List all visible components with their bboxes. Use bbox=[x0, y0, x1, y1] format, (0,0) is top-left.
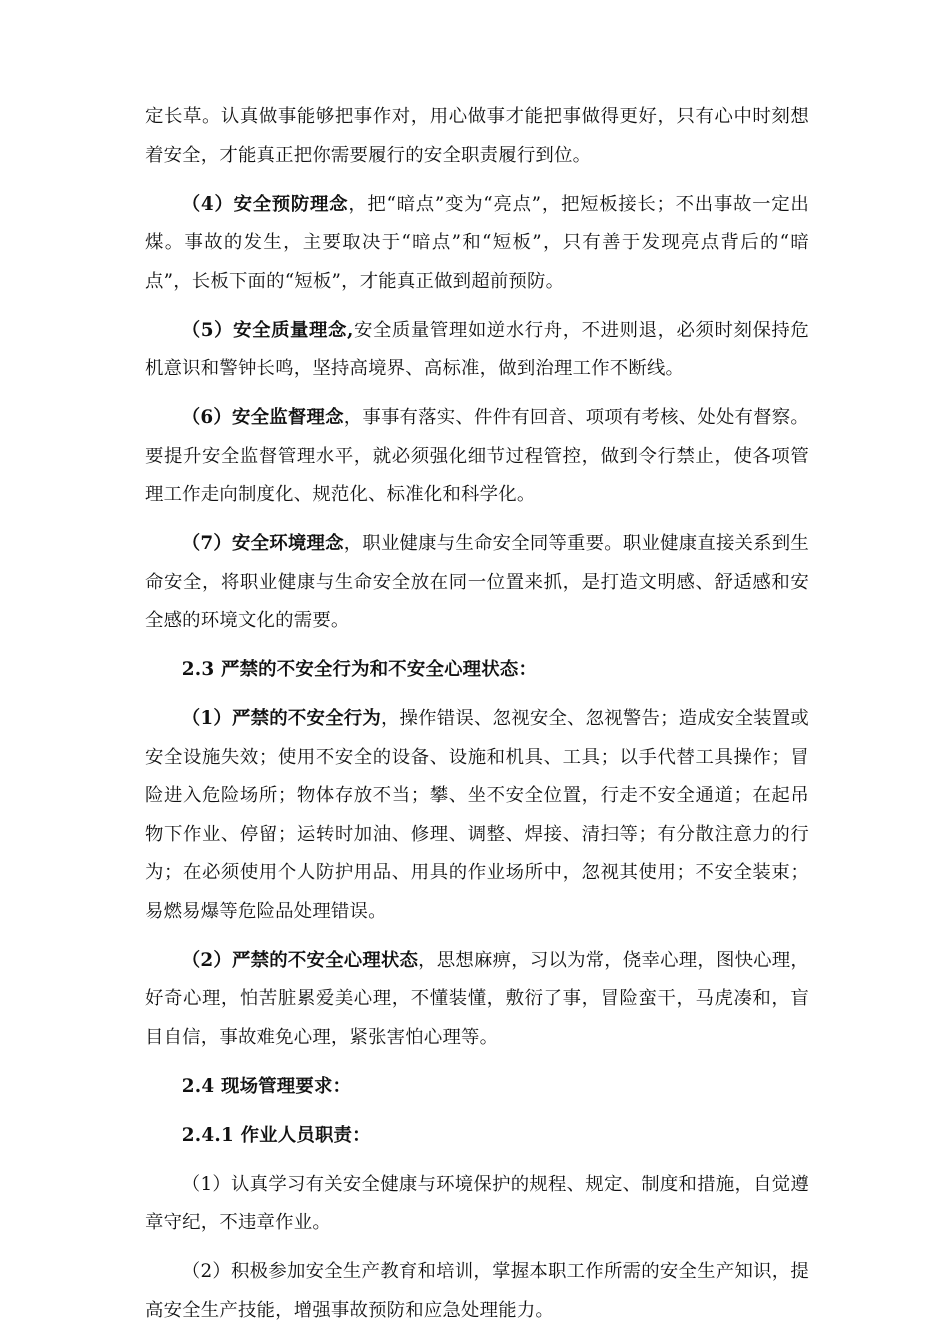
item-text: ，操作错误、忽视安全、忽视警告；造成安全装置或安全设施失效；使用不安全的设备、设施和机具、工具；以手代替工具操作；冒险进入危险场所；物体存放不当；攀、坐不安全位置，行走不安全通道；在起吊物下作业、停留；运转时加油、修理、调整、焊接、清扫等；有分散注意力的行为；在必须使用个人防护用品、用具的作业场所中，忽视其使用；不安全装束；易燃易爆等危险品处理错误。 bbox=[145, 708, 809, 922]
paragraph-supervision-concept bbox=[145, 399, 809, 515]
item-text: ，事事有落实、件件有回音、项项有考核、处处有督察。要提升安全监督管理水平，就必须强化细节过程管控，做到令行禁止，使各项管理工作走向制度化、规范化、标准化和科学化。 bbox=[145, 407, 809, 505]
paragraph-duty-1: （1）认真学习有关安全健康与环境保护的规程、规定、制度和措施，自觉遵章守纪，不违章作业。 bbox=[145, 1173, 809, 1233]
item-heading: （7）安全环境理念 bbox=[181, 533, 344, 554]
section-heading-2-4: 2.4 现场管理要求： bbox=[181, 1075, 352, 1097]
paragraph-duty-2: （2）积极参加安全生产教育和培训，掌握本职工作所需的安全生产知识，提高安全生产技能，增强事故预防和应急处理能力。 bbox=[145, 1261, 809, 1321]
paragraph-quality-concept bbox=[145, 312, 809, 389]
item-heading: （2）严禁的不安全心理状态 bbox=[181, 949, 419, 971]
item-text: 安全质量管理如逆水行舟，不进则退，必须时刻保持危机意识和警钟长鸣，坚持高境界、高标准，做到治理工作不断线。 bbox=[145, 319, 809, 379]
item-heading: （4）安全预防理念 bbox=[181, 193, 349, 215]
item-text: ，把“暗点”变为“亮点”，把短板接长；不出事故一定出煤。事故的发生，主要取决于“暗点”和“短板”，只有善于发现亮点背后的“暗点”，长板下面的“短板”，才能真正做到超前预防。 bbox=[145, 193, 809, 292]
paragraph-prevention-concept bbox=[145, 186, 809, 302]
document-page bbox=[145, 98, 809, 1341]
item-text: ，思想麻痹，习以为常，侥幸心理，图快心理，好奇心理，怕苦脏累爱美心理，不懂装懂，敷衍了事，冒险蛮干，马虎凑和，盲目自信，事故难免心理，紧张害怕心理等。 bbox=[145, 949, 810, 1048]
item-text: ，职业健康与生命安全同等重要。职业健康直接关系到生命安全，将职业健康与生命安全放在同一位置来抓，是打造文明感、舒适感和安全感的环境文化的需要。 bbox=[145, 533, 809, 631]
section-heading-2-3: 2.3 严禁的不安全行为和不安全心理状态： bbox=[181, 659, 538, 680]
paragraph-unsafe-psychology bbox=[145, 942, 809, 1058]
section-heading-2-4-1: 2.4.1 作业人员职责： bbox=[181, 1124, 371, 1146]
paragraph-unsafe-behavior bbox=[145, 700, 809, 931]
paragraph-continuation: 定长草。认真做事能够把事作对，用心做事才能把事做得更好，只有心中时刻想着安全，才能真正把你需要履行的安全职责履行到位。 bbox=[145, 106, 809, 166]
item-heading: （1）严禁的不安全行为 bbox=[181, 708, 381, 729]
item-heading: （5）安全质量理念, bbox=[181, 319, 354, 341]
paragraph-environment-concept bbox=[145, 525, 809, 641]
item-heading: （6）安全监督理念 bbox=[181, 407, 344, 428]
